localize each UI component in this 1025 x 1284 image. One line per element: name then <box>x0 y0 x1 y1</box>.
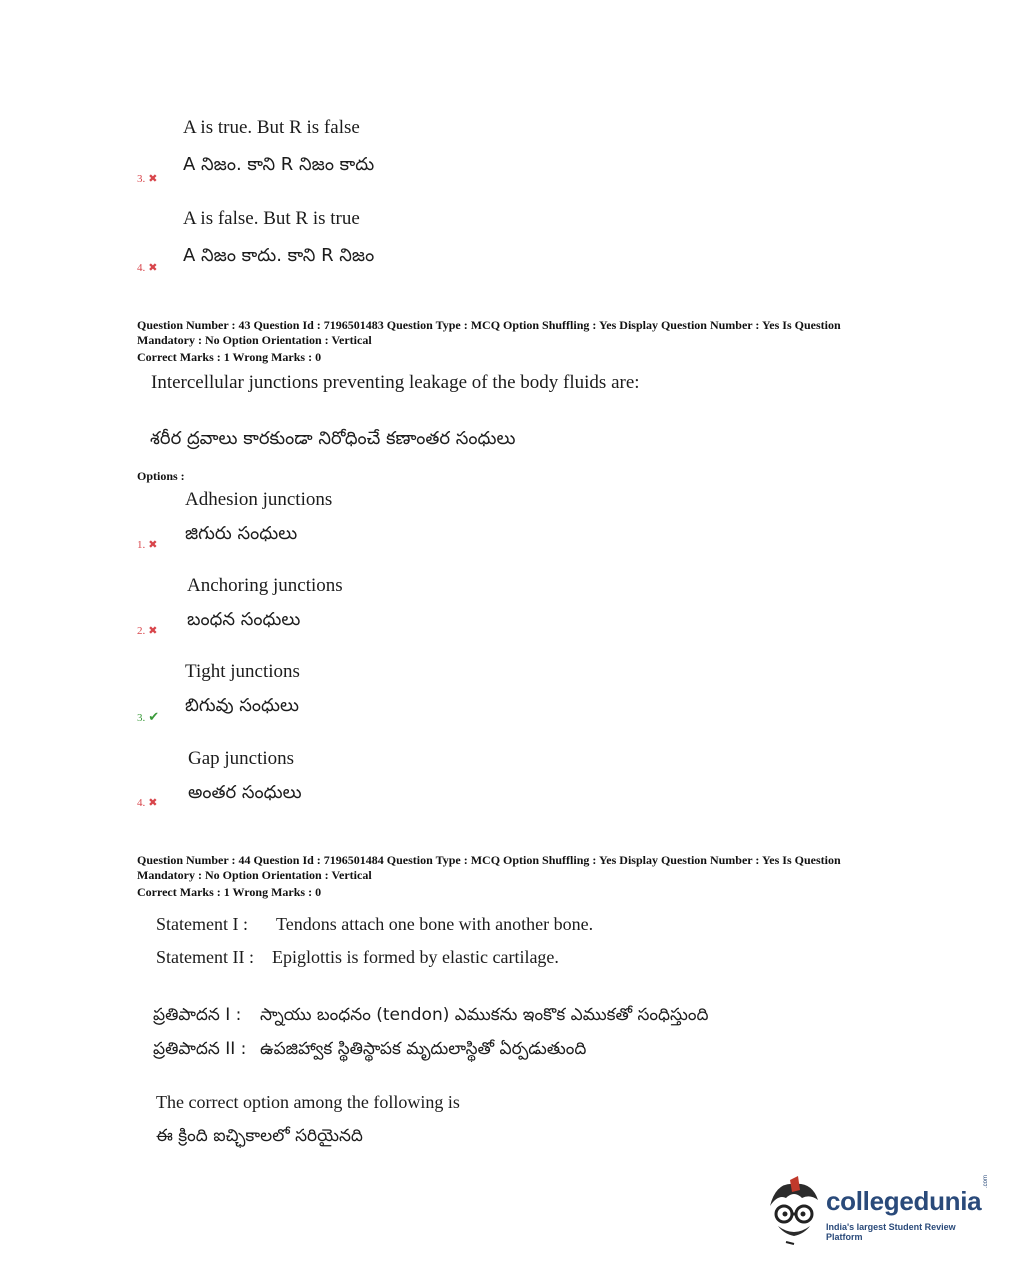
q44-meta-line2: Mandatory : No Option Orientation : Vertical <box>137 868 372 882</box>
cross-icon: ✖ <box>148 796 158 809</box>
collegedunia-logo <box>764 1176 994 1246</box>
prev-option-3-english: A is true. But R is false <box>183 117 360 138</box>
q43-option-3-english: Tight junctions <box>185 661 300 682</box>
cross-icon: ✖ <box>148 172 158 185</box>
q43-option-1-marker <box>137 538 157 551</box>
option-number: 3. <box>137 711 146 724</box>
brand-tagline: India's largest Student Review Platform <box>826 1222 956 1242</box>
q43-option-4-telugu: అంతర సంధులు <box>188 782 302 803</box>
option-number: 4. <box>137 261 146 274</box>
option-number: 2. <box>137 624 146 637</box>
q44-meta-line1: Question Number : 44 Question Id : 7196501484 Question Type : MCQ Option Shuffling : Yes Display Question Number : Yes Is Question <box>137 853 841 867</box>
brand-tld: .com <box>983 1174 989 1188</box>
cross-icon: ✖ <box>148 538 158 551</box>
prev-option-4-marker <box>137 261 157 274</box>
q43-options-label: Options : <box>137 469 185 483</box>
q44-te-statement-1-label: ప్రతిపాదన I : <box>153 1005 242 1025</box>
q43-option-4-marker <box>137 796 157 809</box>
q43-meta-line2: Mandatory : No Option Orientation : Vertical <box>137 333 372 347</box>
cross-icon: ✖ <box>148 261 158 274</box>
cross-icon: ✖ <box>148 624 158 637</box>
prev-option-4-telugu: A నిజం కాదు. కాని R నిజం <box>183 245 375 266</box>
q44-te-statement-1-text: స్నాయు బంధనం (tendon) ఎముకను ఇంకొక ఎముకతో సంధిస్తుంది <box>260 1005 709 1025</box>
option-number: 3. <box>137 172 146 185</box>
prev-option-4-english: A is false. But R is true <box>183 208 360 229</box>
q44-prompt-english: The correct option among the following is <box>156 1092 460 1112</box>
q43-marks: Correct Marks : 1 Wrong Marks : 0 <box>137 350 322 364</box>
q44-statement-2-text: Epiglottis is formed by elastic cartilage. <box>272 947 559 967</box>
q43-option-2-telugu: బంధన సంధులు <box>187 609 301 630</box>
q43-option-1-english: Adhesion junctions <box>185 489 333 510</box>
q44-statement-1-label: Statement I : <box>156 914 248 934</box>
q44-te-statement-2-text: ఉపజిహ్వాక స్థితిస్థాపక మృదులాస్థితో ఏర్పడుతుంది <box>260 1039 587 1059</box>
mascot-icon <box>764 1176 824 1246</box>
q43-option-3-marker <box>137 710 159 725</box>
q44-te-statement-2-label: ప్రతిపాదన II : <box>153 1039 247 1059</box>
prev-option-3-telugu: A నిజం. కాని R నిజం కాదు <box>183 154 375 175</box>
option-number: 4. <box>137 796 146 809</box>
q43-meta-line1: Question Number : 43 Question Id : 7196501483 Question Type : MCQ Option Shuffling : Yes Display Question Number : Yes Is Question <box>137 318 841 332</box>
q43-option-4-english: Gap junctions <box>188 748 295 769</box>
q43-question-english: Intercellular junctions preventing leakage of the body fluids are: <box>151 372 640 393</box>
option-number: 1. <box>137 538 146 551</box>
check-icon: ✔ <box>148 710 160 725</box>
q44-prompt-telugu: ఈ క్రింది ఐచ్ఛికాలలో సరియైనది <box>156 1126 363 1146</box>
q43-question-telugu: శరీర ద్రవాలు కారకుండా నిరోధించే కణాంతర సంధులు <box>150 428 516 449</box>
q44-statement-1-text: Tendons attach one bone with another bone. <box>276 914 594 934</box>
q43-option-2-marker <box>137 624 157 637</box>
q43-option-2-english: Anchoring junctions <box>187 575 343 596</box>
q43-option-3-telugu: బిగువు సంధులు <box>185 695 299 716</box>
q44-statement-2-label: Statement II : <box>156 947 254 967</box>
q43-option-1-telugu: జిగురు సంధులు <box>185 523 298 544</box>
prev-option-3-marker <box>137 172 157 185</box>
brand-name: collegedunia <box>826 1186 982 1216</box>
q44-marks: Correct Marks : 1 Wrong Marks : 0 <box>137 885 322 899</box>
